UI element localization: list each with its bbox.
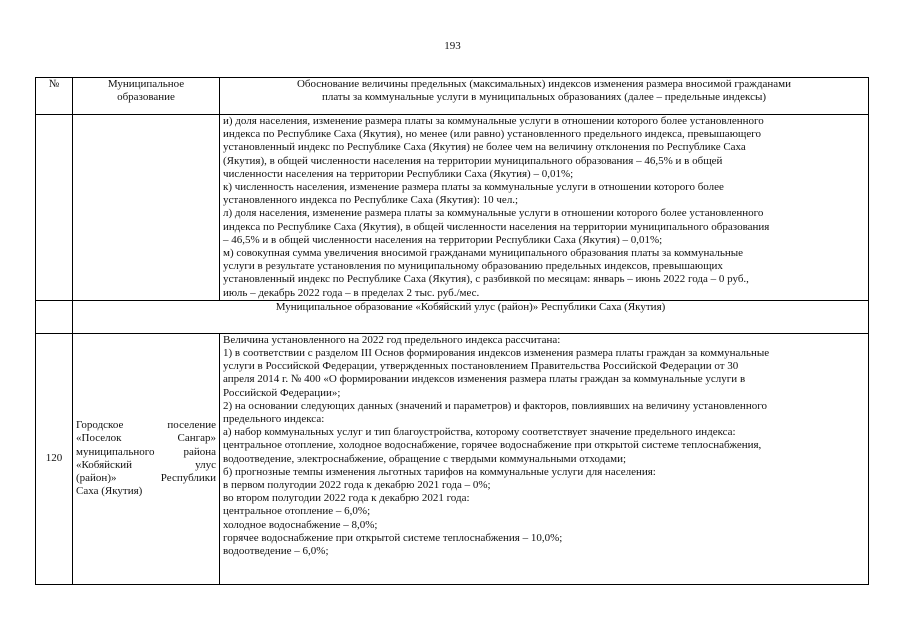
table-header-row	[36, 78, 869, 115]
paragraph-i	[223, 115, 865, 181]
paragraph-l	[223, 207, 865, 247]
text-line: холодное водоснабжение – 8,0%;	[223, 518, 378, 531]
text-line: центральное отопление – 6,0%;	[223, 505, 371, 518]
text-line: л) доля населения, изменение размера платы за коммунальные услуги в отношении которого более установленного	[223, 207, 764, 220]
text-line: б) прогнозные темпы изменения льготных тарифов на коммунальные услуги для населения:	[223, 465, 656, 478]
text-line: индекса по Республике Саха (Якутия), в общей численности населения на территории муниципального образования	[223, 220, 770, 233]
paragraph-m	[223, 247, 865, 300]
text-line: горячее водоснабжение при открытой системе теплоснабжения – 10,0%;	[223, 531, 563, 544]
section-title: Муниципальное образование «Кобяйский улус (район)» Республики Саха (Якутия)	[73, 300, 869, 333]
index-justification-table	[35, 77, 869, 585]
municipality-line: «Поселок Сангар»	[76, 432, 216, 445]
text-line: 2) на основании следующих данных (значений и параметров) и факторов, повлиявших на величину установленного	[223, 399, 767, 412]
text-line: а) набор коммунальных услуг и тип благоустройства, которому соответствует значение предельного индекса:	[223, 426, 736, 439]
text-line: численности населения на территории Республики Саха (Якутия) – 0,01%;	[223, 167, 574, 180]
text-line: установленный индекс по Республике Саха (Якутия) не более чем на величину отклонения по Республике Саха	[223, 141, 746, 154]
text-line: к) численность населения, изменение размера платы за коммунальные услуги в отношении которого более	[223, 181, 724, 194]
header-number: №	[36, 78, 73, 115]
text-line: водоотведение, электроснабжение, обращение с твердыми коммунальными отходами;	[223, 452, 627, 465]
header-justification-line: Обоснование величины предельных (максимальных) индексов изменения размера вносимой гражданами	[296, 78, 791, 90]
cell-justification-continued	[220, 115, 869, 301]
table-row-continued	[36, 115, 869, 301]
text-line: услуги в результате установления по муниципальному образованию предельных индексов, превышающих	[223, 260, 723, 273]
municipality-line: «Кобяйский улус	[76, 458, 216, 471]
text-line: 1) в соответствии с разделом III Основ формирования индексов изменения размера платы граждан за коммунальные	[223, 347, 770, 360]
row-municipality	[73, 333, 220, 584]
text-line: в первом полугодии 2022 года к декабрю 2021 года – 0%;	[223, 479, 491, 492]
municipality-line: муниципального района	[76, 445, 216, 458]
text-line: установленный индекс по Республике Саха (Якутия), с разбивкой по месяцам: январь – июнь 2022 года – 0 руб.,	[223, 273, 749, 286]
header-justification	[220, 78, 869, 115]
cell-number-empty	[36, 300, 73, 333]
cell-municipality-empty	[73, 115, 220, 301]
text-line: во втором полугодии 2022 года к декабрю 2021 года:	[223, 492, 470, 505]
row-justification	[220, 333, 869, 584]
page-number: 193	[444, 40, 461, 52]
text-line: предельного индекса:	[223, 413, 325, 426]
text-line: – 46,5% и в общей численности населения на территории Республики Саха (Якутия) – 0,01%;	[223, 233, 663, 246]
table-row	[36, 333, 869, 584]
municipality-line: (район)» Республики	[76, 472, 216, 485]
header-justification-line: платы за коммунальные услуги в муниципальных образованиях (далее – предельные индексы)	[321, 91, 767, 104]
text-line: м) совокупная сумма увеличения вносимой гражданами муниципального образования платы за коммунальные	[223, 247, 744, 260]
header-municipality	[73, 78, 220, 115]
paragraph-k	[223, 181, 865, 207]
text-line: центральное отопление, холодное водоснабжение, горячее водоснабжение при открытой системе теплоснабжения,	[223, 439, 762, 452]
section-title-row	[36, 300, 869, 333]
text-line: услуги в Российской Федерации, утвержденных постановлением Правительства Российской Федерации от 30	[223, 360, 739, 373]
header-municipality-line: образование	[117, 91, 175, 104]
municipality-line: Саха (Якутия)	[76, 485, 143, 498]
header-municipality-line: Муниципальное	[107, 78, 185, 90]
row-number: 120	[36, 333, 73, 584]
text-line: водоотведение – 6,0%;	[223, 545, 329, 558]
text-line: индекса по Республике Саха (Якутия), но менее (или равно) установленного предельного индекса, превышающего	[223, 128, 762, 141]
text-line: (Якутия), в общей численности населения на территории муниципального образования – 46,5% и в общей	[223, 154, 723, 167]
text-line: Величина установленного на 2022 год предельного индекса рассчитана:	[223, 333, 561, 346]
cell-number-empty	[36, 115, 73, 301]
text-line: и) доля населения, изменение размера платы за коммунальные услуги в отношении которого более установленного	[223, 115, 764, 127]
municipality-line: Городское поселение	[76, 419, 216, 432]
text-line: апреля 2014 г. № 400 «О формировании индексов изменения размера платы граждан за коммунальные услуги в	[223, 373, 746, 386]
text-line: июль – декабрь 2022 года – в пределах 2 тыс. руб./мес.	[223, 286, 480, 299]
text-line: Российской Федерации»;	[223, 386, 341, 399]
text-line: установленного индекса по Республике Саха (Якутия): 10 чел.;	[223, 194, 519, 207]
